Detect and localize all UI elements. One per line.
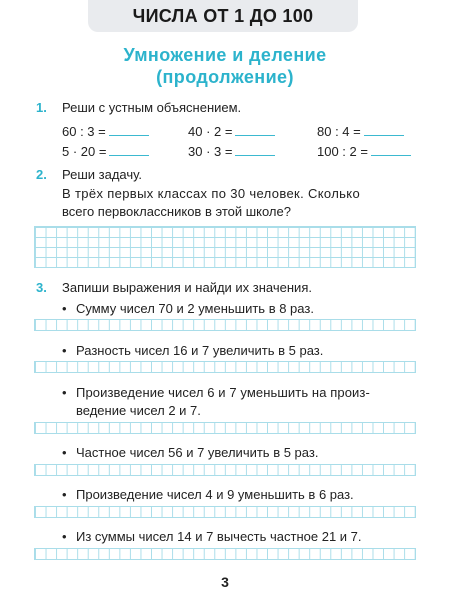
answer-blank[interactable]: [109, 145, 149, 156]
task1-expression: 100 : 2 =: [317, 144, 411, 159]
answer-blank[interactable]: [235, 125, 275, 136]
answer-strip[interactable]: [34, 319, 416, 331]
task1-number: 1.: [36, 100, 47, 115]
task3-item-continuation: ведение чисел 2 и 7.: [76, 403, 201, 418]
answer-blank[interactable]: [109, 125, 149, 136]
task1-expression: 80 : 4 =: [317, 124, 404, 139]
bullet-icon: •: [62, 529, 67, 544]
lesson-title-line1: Умножение и деление: [123, 45, 327, 65]
section-title: ЧИСЛА ОТ 1 ДО 100: [132, 5, 314, 26]
task3-item: • Частное чисел 56 и 7 увеличить в 5 раз.: [62, 445, 319, 460]
task3-item: • Разность чисел 16 и 7 увеличить в 5 раз.: [62, 343, 324, 358]
bullet-icon: •: [62, 385, 67, 400]
task3-text: Запиши выражения и найди их значения.: [62, 280, 312, 295]
task3-number: 3.: [36, 280, 47, 295]
answer-strip[interactable]: [34, 361, 416, 373]
task1-expression: 60 : 3 =: [62, 124, 149, 139]
page-number: 3: [221, 574, 229, 590]
task2-number: 2.: [36, 167, 47, 182]
task1-expression: 30 · 3 =: [188, 144, 275, 159]
task1-expression: 40 · 2 =: [188, 124, 275, 139]
task3-item: • Произведение чисел 6 и 7 уменьшить на произ-: [62, 385, 370, 400]
bullet-icon: •: [62, 445, 67, 460]
task2-problem-line1: В трёх первых классах по 30 человек. Сколько: [62, 186, 361, 201]
task3-item: • Из суммы чисел 14 и 7 вычесть частное 21 и 7.: [62, 529, 362, 544]
task1-text: Реши с устным объяснением.: [62, 100, 242, 115]
task3-item: • Сумму чисел 70 и 2 уменьшить в 8 раз.: [62, 301, 314, 316]
task3-item: • Произведение чисел 4 и 9 уменьшить в 6 раз.: [62, 487, 354, 502]
answer-strip[interactable]: [34, 548, 416, 560]
answer-strip[interactable]: [34, 422, 416, 434]
bullet-icon: •: [62, 301, 67, 316]
answer-strip[interactable]: [34, 506, 416, 518]
lesson-title-line2: (продолжение): [156, 67, 294, 87]
task2-problem-line2: всего первоклассников в этой школе?: [62, 204, 291, 219]
bullet-icon: •: [62, 343, 67, 358]
answer-blank[interactable]: [235, 145, 275, 156]
section-header: [88, 0, 358, 32]
bullet-icon: •: [62, 487, 67, 502]
answer-grid[interactable]: [34, 226, 416, 268]
task2-text: Реши задачу.: [62, 167, 142, 182]
answer-strip[interactable]: [34, 464, 416, 476]
answer-blank[interactable]: [371, 145, 411, 156]
answer-blank[interactable]: [364, 125, 404, 136]
task1-expression: 5 · 20 =: [62, 144, 149, 159]
